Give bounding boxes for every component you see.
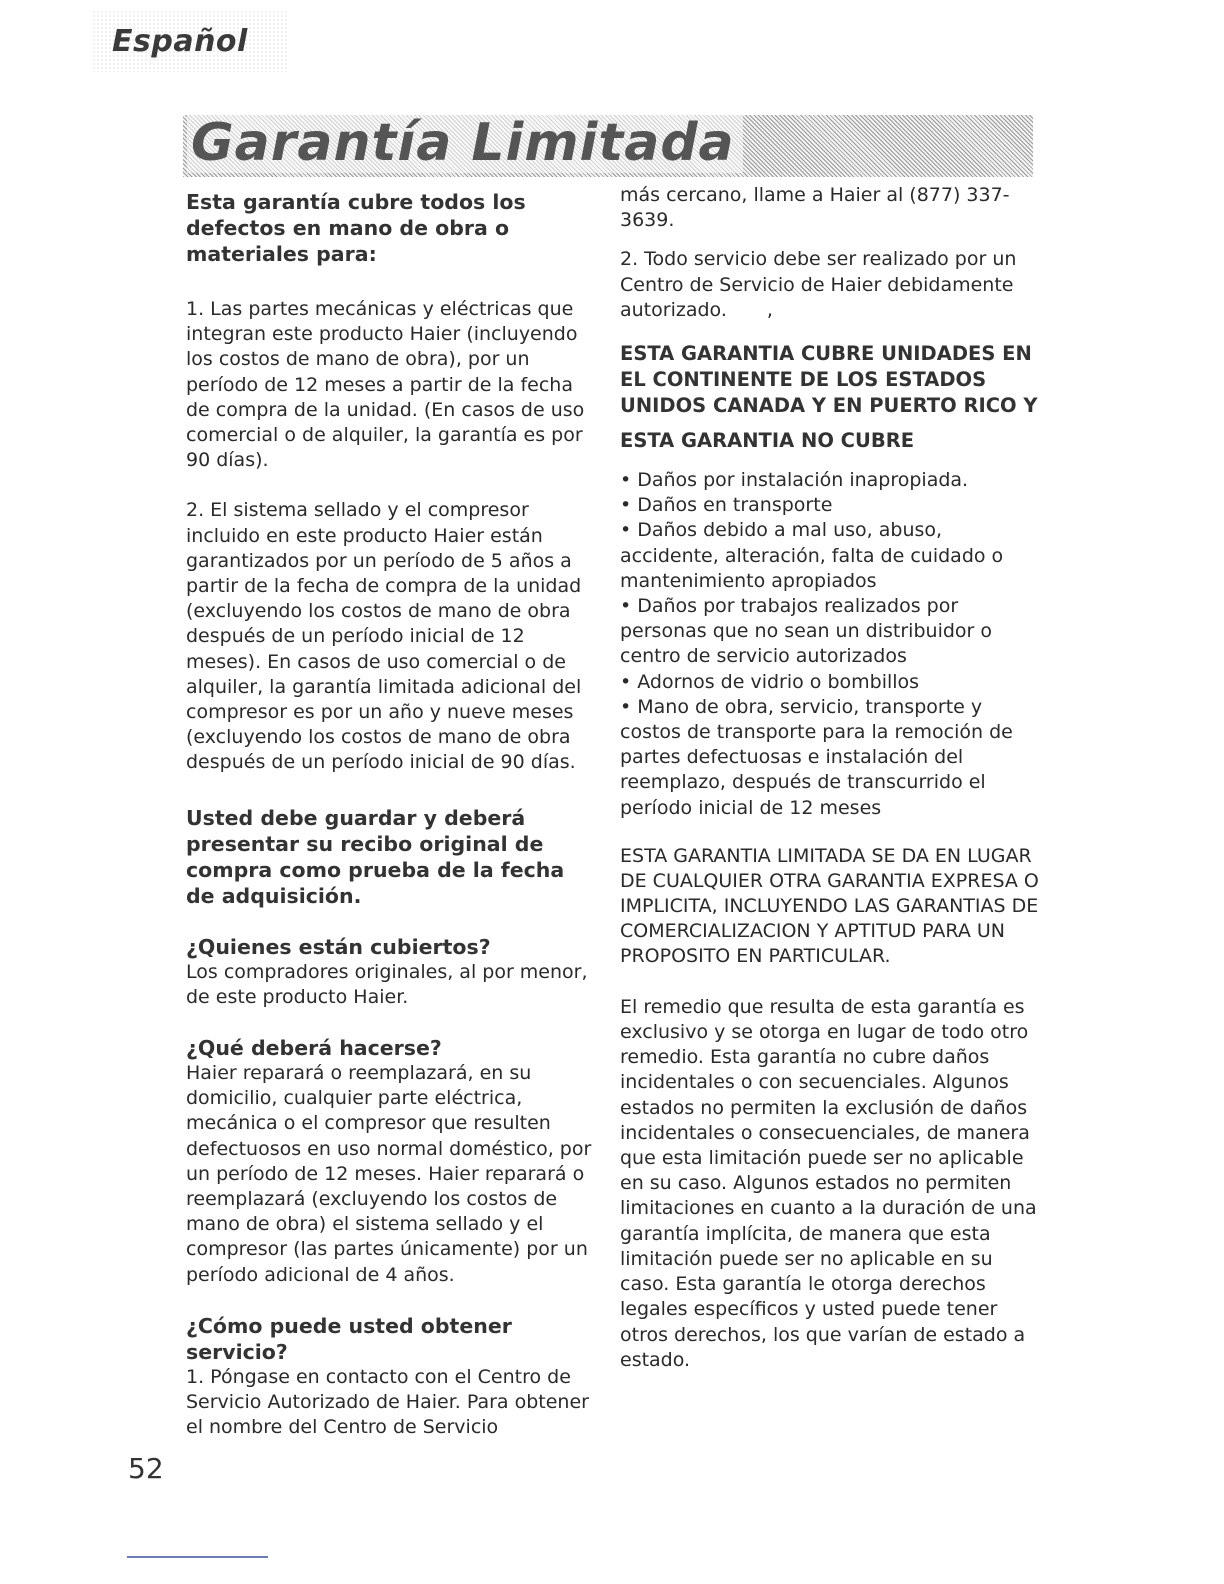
coverage-heading: Esta garantía cubre todos los defectos en mano de obra o materiales para:: [186, 190, 526, 266]
right-column: [620, 182, 1040, 1373]
page-number: 52: [128, 1452, 164, 1485]
list-item: • Adornos de vidrio o bombillos: [620, 670, 920, 693]
parts-paragraph: 1. Las partes mecánicas y eléctricas que integran este producto Haier (incluyendo los costos de mano de obra), por un período de 12 meses a partir de la fecha de compra de la unidad. (En casos de uso comercial o de alquiler, la garantía es por 90 días).: [186, 298, 585, 472]
authorized-service-paragraph: [620, 247, 1040, 323]
how-service-paragraph: 1. Póngase en contacto con el Centro de Servicio Autorizado de Haier. Para obtener el nombre del Centro de Servicio: [186, 1365, 589, 1439]
phone-paragraph: más cercano, llame a Haier al (877) 337-3639.: [620, 184, 1010, 232]
who-covered-heading: ¿Quienes están cubiertos?: [186, 934, 491, 959]
title-banner: [183, 115, 1033, 177]
stray-mark: ,: [766, 298, 773, 321]
not-covered-heading: ESTA GARANTIA NO CUBRE: [620, 429, 915, 453]
receipt-heading: Usted debe guardar y deberá presentar su recibo original de compra como prueba de la fecha de adquisición.: [186, 805, 565, 908]
list-item: • Daños por instalación inapropiada.: [620, 469, 969, 492]
how-service-heading: ¿Cómo puede usted obtener servicio?: [186, 1313, 512, 1364]
exclusions-list: [620, 468, 1040, 821]
authorized-service-text: 2. Todo servicio debe ser realizado por un Centro de Servicio de Haier debidamente autorizado.: [620, 248, 1017, 321]
disclaimer-paragraph: ESTA GARANTIA LIMITADA SE DA EN LUGAR DE CUALQUIER OTRA GARANTIA EXPRESA O IMPLICITA, INCLUYENDO LAS GARANTIAS DE COMERCIALIZACION Y APTITUD PARA UN PROPOSITO EN PARTICULAR.: [620, 844, 1039, 967]
coverage-region-heading: ESTA GARANTIA CUBRE UNIDADES EN EL CONTINENTE DE LOS ESTADOS UNIDOS CANADA Y EN PUERTO RICO Y: [620, 342, 1038, 418]
who-covered-paragraph: Los compradores originales, al por menor, de este producto Haier.: [186, 960, 588, 1008]
sealed-system-paragraph: 2. El sistema sellado y el compresor incluido en este producto Haier están garantizados por un período de 5 años a partir de la fecha de compra de la unidad (excluyendo los costos de mano de obra después de un período inicial de 12 meses). En casos de uso comercial o de alquiler, la garantía limitada adicional del compresor es por un año y nueve meses (excluyendo los costos de mano de obra después de un período inicial de 90 días.: [186, 499, 582, 774]
language-tab: [92, 10, 288, 72]
footer-divider: [127, 1556, 268, 1558]
language-label: Español: [112, 24, 248, 59]
what-done-paragraph: Haier reparará o reemplazará, en su domicilio, cualquier parte eléctrica, mecánica o el compresor que resulten defectuosos en uso normal doméstico, por un período de 12 meses. Haier reparará o reemplazará (excluyendo los costos de mano de obra) el sistema sellado y el compresor (las partes únicamente) por un período adicional de 4 años.: [186, 1062, 592, 1286]
page-title: Garantía Limitada: [187, 113, 743, 173]
what-done-heading: ¿Qué deberá hacerse?: [186, 1036, 442, 1061]
list-item: • Mano de obra, servicio, transporte y costos de transporte para la remoción de partes defectuosas e instalación del reemplazo, después de transcurrido el período inicial de 12 meses: [620, 695, 1013, 819]
list-item: • Daños en transporte: [620, 494, 833, 517]
list-item: • Daños debido a mal uso, abuso, accidente, alteración, falta de cuidado o mantenimiento apropiados: [620, 519, 1004, 592]
left-column: [186, 182, 596, 1441]
remedy-paragraph: El remedio que resulta de esta garantía es exclusivo y se otorga en lugar de todo otro remedio. Esta garantía no cubre daños incidentales o con secuenciales. Algunos estados no permiten la exclusión de daños incidentales o consecuenciales, de manera que esta limitación puede ser no aplicable en su caso. Algunos estados no permiten limitaciones en cuanto a la duración de una garantía implícita, de manera que esta limitación puede ser no aplicable en su caso. Esta garantía le otorga derechos legales específicos y usted puede tener otros derechos, los que varían de estado a estado.: [620, 995, 1037, 1371]
list-item: • Daños por trabajos realizados por personas que no sean un distribuidor o centro de servicio autorizados: [620, 595, 993, 668]
